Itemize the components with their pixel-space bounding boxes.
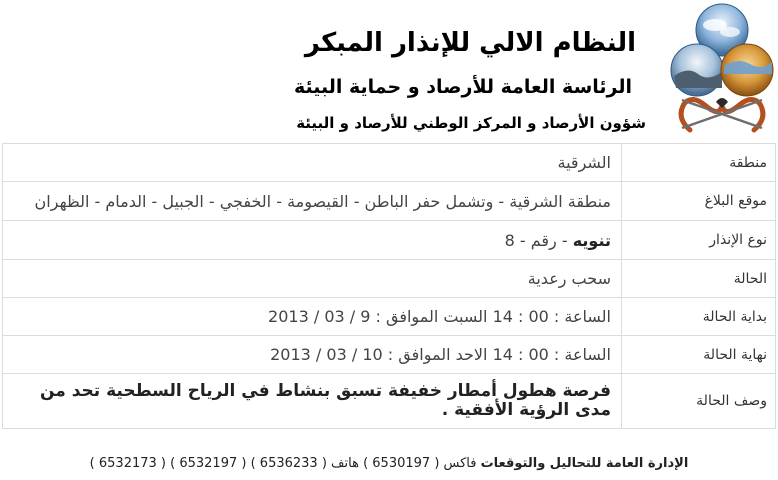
table-row [3,374,776,429]
warning-type-label: نوع الإنذار [622,221,776,260]
warning-type-number: - رقم - 8 [504,230,573,250]
table-row [3,260,776,298]
start-value: الساعة : 00 : 14 السبت الموافق : 9 / 03 / 2013 [3,298,622,336]
table-row [3,298,776,336]
table-row [3,221,776,260]
page-subsubtitle: شؤون الأرصاد و المركز الوطني للأرصاد و البيئة [296,114,646,132]
region-label: منطقة [622,144,776,182]
table-row [3,144,776,182]
end-label: نهاية الحالة [622,336,776,374]
warning-report-table [2,143,776,429]
contact-numbers: فاكس ( 6530197 ) هاتف ( 6536233 ) ( 6532197 ) ( 6532173 ) [89,456,481,471]
table-row [3,336,776,374]
page-title: النظام الالي للإنذار المبكر [304,28,636,58]
location-label: موقع البلاغ [622,182,776,221]
start-label: بداية الحالة [622,298,776,336]
status-value: سحب رعدية [3,260,622,298]
department-name: الإدارة العامة للتحاليل والتوقعات [480,456,689,471]
table-row [3,182,776,221]
warning-type-bold: تنويه [572,230,611,250]
contact-footer [0,456,778,471]
warning-type-value [3,221,622,260]
page-subtitle: الرئاسة العامة للأرصاد و حماية البيئة [293,76,632,98]
status-label: الحالة [622,260,776,298]
region-value: الشرقية [3,144,622,182]
description-label: وصف الحالة [622,374,776,429]
description-value: فرصة هطول أمطار خفيفة تسبق بنشاط في الرياح السطحية تحد من مدى الرؤية الأفقية . [3,374,622,429]
location-value: منطقة الشرقية - وتشمل حفر الباطن - القيصومة - الخفجي - الجبيل - الدمام - الظهران [3,182,622,221]
page-header [0,0,778,143]
logo-icon [668,2,774,136]
end-value: الساعة : 00 : 14 الاحد الموافق : 10 / 03 / 2013 [3,336,622,374]
